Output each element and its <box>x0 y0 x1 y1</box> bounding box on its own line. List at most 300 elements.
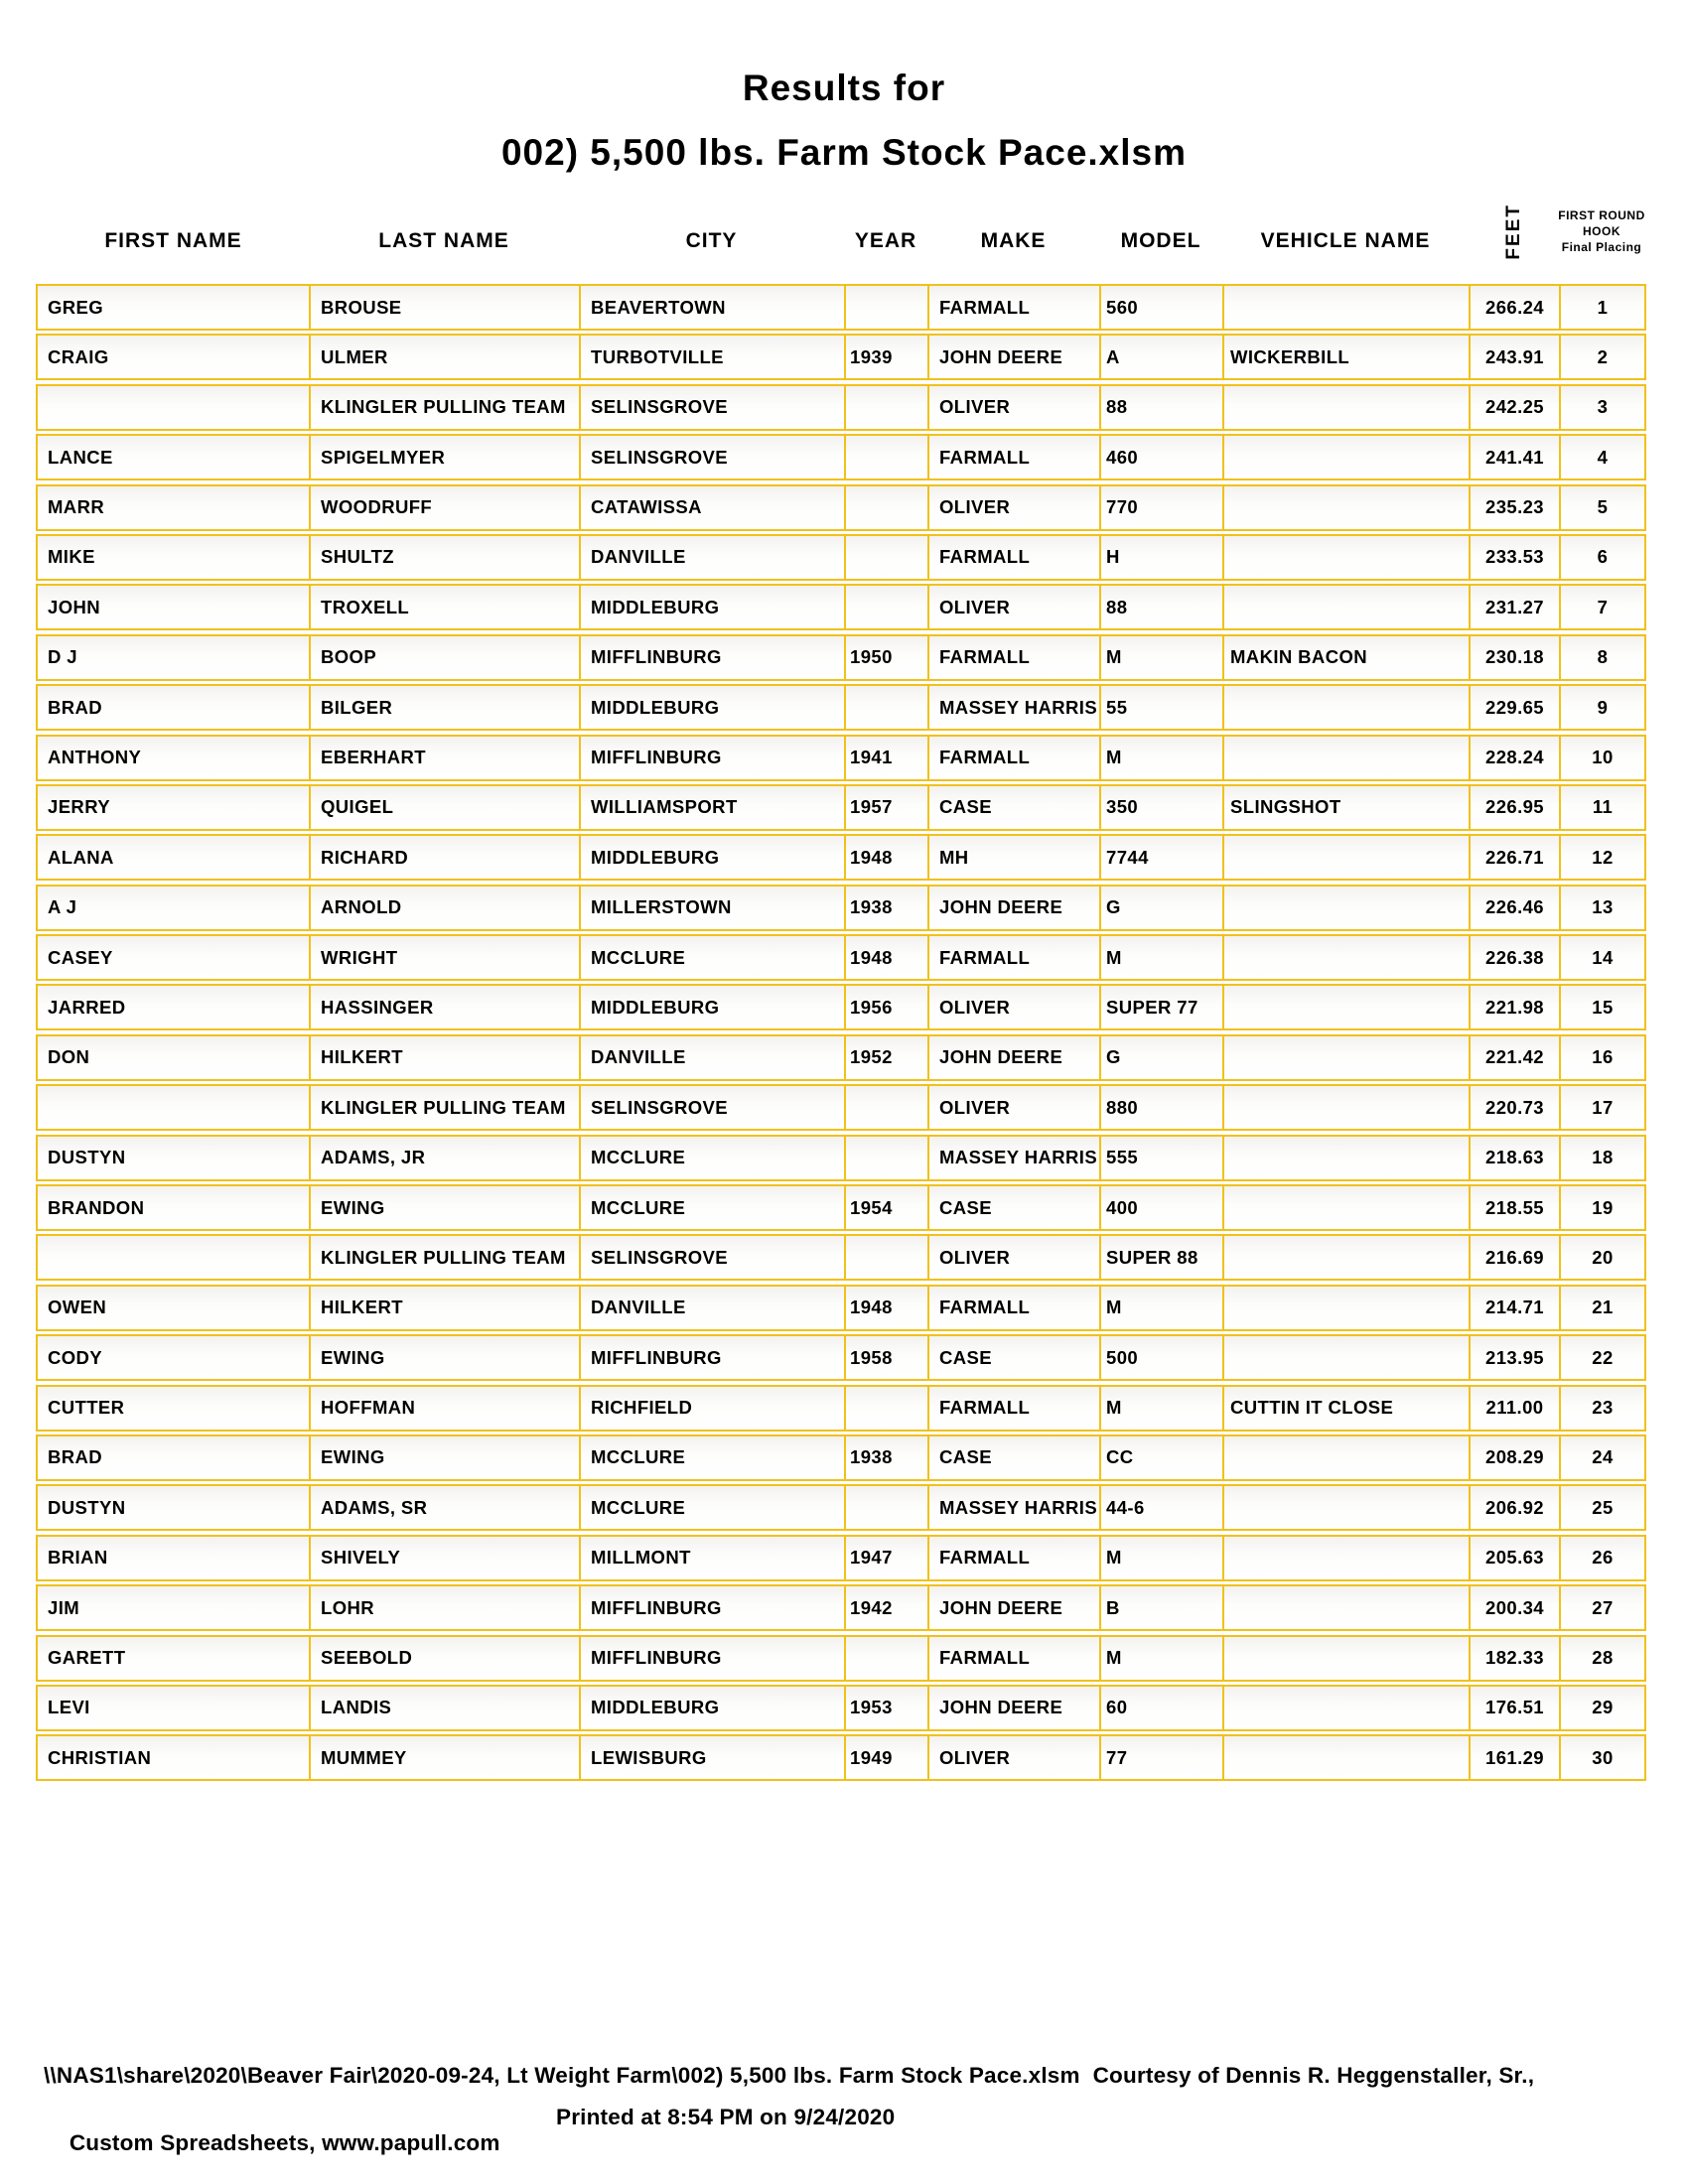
table-row <box>36 1184 1646 1231</box>
cell-make: CASE <box>927 1186 1099 1229</box>
cell-feet: 243.91 <box>1469 336 1559 378</box>
cell-city: WILLIAMSPORT <box>579 786 844 829</box>
cell-city: SELINSGROVE <box>579 1086 844 1129</box>
cell-model: SUPER 77 <box>1099 986 1222 1028</box>
cell-feet: 242.25 <box>1469 386 1559 429</box>
cell-city: MIFFLINBURG <box>579 1637 844 1680</box>
cell-vehicle-name <box>1222 1436 1469 1479</box>
cell-model: M <box>1099 1387 1222 1430</box>
cell-first-name: A J <box>48 896 77 918</box>
cell-year <box>844 286 927 329</box>
cell-last-name: TROXELL <box>309 586 579 628</box>
table-row <box>36 984 1646 1030</box>
cell-final-placing: 15 <box>1559 986 1644 1028</box>
cell-year: 1957 <box>844 786 927 829</box>
table-row <box>36 1734 1646 1781</box>
cell-year <box>844 1236 927 1279</box>
cell-make: MASSEY HARRIS <box>927 686 1099 729</box>
cell-last-name: HILKERT <box>309 1036 579 1079</box>
cell-year: 1941 <box>844 737 927 779</box>
hook-label-line2: HOOK <box>1583 224 1620 238</box>
table-row <box>36 1535 1646 1581</box>
cell-model: 880 <box>1099 1086 1222 1129</box>
cell-vehicle-name <box>1222 737 1469 779</box>
cell-feet: 200.34 <box>1469 1586 1559 1629</box>
cell-vehicle-name <box>1222 986 1469 1028</box>
cell-city: MIDDLEBURG <box>579 1687 844 1729</box>
cell-feet: 241.41 <box>1469 436 1559 478</box>
column-header-city: CITY <box>685 229 738 252</box>
cell-final-placing: 26 <box>1559 1537 1644 1579</box>
cell-model: M <box>1099 636 1222 679</box>
cell-vehicle-name <box>1222 1236 1469 1279</box>
cell-city: RICHFIELD <box>579 1387 844 1430</box>
cell-last-name: BILGER <box>309 686 579 729</box>
column-header-feet <box>1469 194 1559 275</box>
cell-final-placing: 8 <box>1559 636 1644 679</box>
table-row <box>36 1334 1646 1381</box>
cell-make: FARMALL <box>927 1637 1099 1680</box>
cell-make: FARMALL <box>927 1287 1099 1329</box>
cell-final-placing: 14 <box>1559 936 1644 979</box>
cell-city: DANVILLE <box>579 536 844 579</box>
cell-vehicle-name <box>1222 936 1469 979</box>
cell-first-name: D J <box>48 646 77 668</box>
cell-last-name: MUMMEY <box>309 1736 579 1779</box>
cell-vehicle-name <box>1222 1336 1469 1379</box>
cell-final-placing: 21 <box>1559 1287 1644 1329</box>
cell-feet: 182.33 <box>1469 1637 1559 1680</box>
cell-first-name: GREG <box>48 296 104 318</box>
cell-make: OLIVER <box>927 386 1099 429</box>
table-row <box>36 1484 1646 1531</box>
cell-model: 555 <box>1099 1137 1222 1179</box>
cell-vehicle-name <box>1222 286 1469 329</box>
cell-first-name: ALANA <box>48 846 114 868</box>
cell-model: CC <box>1099 1436 1222 1479</box>
cell-make: OLIVER <box>927 586 1099 628</box>
feet-rotated-label: FEET <box>1502 203 1524 260</box>
cell-vehicle-name <box>1222 1287 1469 1329</box>
cell-make: FARMALL <box>927 1387 1099 1430</box>
cell-model: B <box>1099 1586 1222 1629</box>
cell-feet: 218.63 <box>1469 1137 1559 1179</box>
cell-feet: 221.98 <box>1469 986 1559 1028</box>
cell-city: MCCLURE <box>579 1137 844 1179</box>
cell-vehicle-name <box>1222 1637 1469 1680</box>
cell-model: M <box>1099 1287 1222 1329</box>
table-row <box>36 1084 1646 1131</box>
cell-make: MASSEY HARRIS <box>927 1486 1099 1529</box>
table-row <box>36 434 1646 480</box>
cell-final-placing: 13 <box>1559 887 1644 929</box>
table-row <box>36 284 1646 331</box>
cell-make: MASSEY HARRIS <box>927 1137 1099 1179</box>
hook-label-line1: FIRST ROUND <box>1558 208 1645 222</box>
cell-city: MCCLURE <box>579 1486 844 1529</box>
cell-final-placing: 6 <box>1559 536 1644 579</box>
cell-vehicle-name <box>1222 686 1469 729</box>
cell-feet: 221.42 <box>1469 1036 1559 1079</box>
cell-make: FARMALL <box>927 286 1099 329</box>
cell-first-name: OWEN <box>48 1297 107 1318</box>
cell-last-name: QUIGEL <box>309 786 579 829</box>
cell-city: MIDDLEBURG <box>579 686 844 729</box>
cell-vehicle-name: SLINGSHOT <box>1222 786 1469 829</box>
cell-final-placing: 29 <box>1559 1687 1644 1729</box>
cell-year <box>844 486 927 529</box>
cell-year: 1947 <box>844 1537 927 1579</box>
cell-first-name: MIKE <box>48 546 95 568</box>
cell-vehicle-name <box>1222 887 1469 929</box>
cell-last-name: WOODRUFF <box>309 486 579 529</box>
cell-year: 1938 <box>844 887 927 929</box>
cell-first-name <box>38 1236 309 1279</box>
cell-vehicle-name <box>1222 436 1469 478</box>
cell-city: CATAWISSA <box>579 486 844 529</box>
cell-city: BEAVERTOWN <box>579 286 844 329</box>
cell-final-placing: 28 <box>1559 1637 1644 1680</box>
cell-city: MILLERSTOWN <box>579 887 844 929</box>
cell-vehicle-name <box>1222 1687 1469 1729</box>
cell-feet: 226.95 <box>1469 786 1559 829</box>
cell-model: G <box>1099 887 1222 929</box>
cell-first-name <box>38 386 309 429</box>
cell-year <box>844 1086 927 1129</box>
cell-city: MIDDLEBURG <box>579 586 844 628</box>
cell-vehicle-name <box>1222 536 1469 579</box>
column-header-model: MODEL <box>1120 229 1201 252</box>
table-row <box>36 584 1646 630</box>
cell-first-name: BRAD <box>48 1446 103 1468</box>
hook-label-line3: Final Placing <box>1561 240 1642 254</box>
cell-first-name: LANCE <box>48 446 113 468</box>
cell-last-name: EWING <box>309 1186 579 1229</box>
cell-model: 77 <box>1099 1736 1222 1779</box>
cell-make: OLIVER <box>927 986 1099 1028</box>
cell-make: FARMALL <box>927 1537 1099 1579</box>
cell-vehicle-name <box>1222 1086 1469 1129</box>
cell-city: MILLMONT <box>579 1537 844 1579</box>
cell-city: TURBOTVILLE <box>579 336 844 378</box>
cell-year <box>844 586 927 628</box>
table-row <box>36 735 1646 781</box>
table-header-row <box>38 194 1644 275</box>
cell-feet: 266.24 <box>1469 286 1559 329</box>
cell-vehicle-name <box>1222 1586 1469 1629</box>
cell-vehicle-name: WICKERBILL <box>1222 336 1469 378</box>
cell-feet: 214.71 <box>1469 1287 1559 1329</box>
cell-vehicle-name <box>1222 1486 1469 1529</box>
column-header-vehicle-name: VEHICLE NAME <box>1260 229 1431 252</box>
cell-final-placing: 4 <box>1559 436 1644 478</box>
cell-last-name: WRIGHT <box>309 936 579 979</box>
cell-feet: 205.63 <box>1469 1537 1559 1579</box>
cell-first-name: MARR <box>48 496 105 518</box>
cell-vehicle-name <box>1222 836 1469 879</box>
cell-model: 460 <box>1099 436 1222 478</box>
cell-final-placing: 9 <box>1559 686 1644 729</box>
cell-last-name: EWING <box>309 1436 579 1479</box>
cell-first-name: BRAD <box>48 696 103 718</box>
cell-last-name: HOFFMAN <box>309 1387 579 1430</box>
cell-city: MCCLURE <box>579 1186 844 1229</box>
cell-feet: 229.65 <box>1469 686 1559 729</box>
cell-final-placing: 10 <box>1559 737 1644 779</box>
cell-first-name: JERRY <box>48 796 111 818</box>
table-body <box>36 284 1646 1785</box>
cell-city: SELINSGROVE <box>579 386 844 429</box>
cell-feet: 226.46 <box>1469 887 1559 929</box>
cell-final-placing: 30 <box>1559 1736 1644 1779</box>
cell-feet: 231.27 <box>1469 586 1559 628</box>
footer-credits <box>44 2105 896 2184</box>
cell-last-name: HILKERT <box>309 1287 579 1329</box>
cell-last-name: KLINGLER PULLING TEAM <box>309 386 579 429</box>
cell-first-name: JIM <box>48 1596 80 1618</box>
cell-first-name: BRIAN <box>48 1547 108 1569</box>
column-header-first-round-hook <box>1559 194 1644 275</box>
cell-model: 88 <box>1099 386 1222 429</box>
table-row <box>36 484 1646 531</box>
cell-first-name: JARRED <box>48 996 126 1018</box>
cell-final-placing: 12 <box>1559 836 1644 879</box>
column-header-last-name: LAST NAME <box>378 229 509 252</box>
cell-year <box>844 1637 927 1680</box>
cell-final-placing: 23 <box>1559 1387 1644 1430</box>
cell-feet: 226.71 <box>1469 836 1559 879</box>
cell-year <box>844 436 927 478</box>
cell-make: OLIVER <box>927 1236 1099 1279</box>
cell-year: 1949 <box>844 1736 927 1779</box>
cell-feet: 220.73 <box>1469 1086 1559 1129</box>
cell-model: 400 <box>1099 1186 1222 1229</box>
cell-make: JOHN DEERE <box>927 1036 1099 1079</box>
table-row <box>36 834 1646 881</box>
cell-feet: 218.55 <box>1469 1186 1559 1229</box>
cell-last-name: LOHR <box>309 1586 579 1629</box>
cell-year <box>844 536 927 579</box>
cell-make: OLIVER <box>927 1736 1099 1779</box>
cell-make: FARMALL <box>927 636 1099 679</box>
cell-feet: 235.23 <box>1469 486 1559 529</box>
cell-model: G <box>1099 1036 1222 1079</box>
cell-vehicle-name: CUTTIN IT CLOSE <box>1222 1387 1469 1430</box>
cell-first-name: CUTTER <box>48 1397 125 1419</box>
cell-first-name: CASEY <box>48 946 113 968</box>
table-row <box>36 384 1646 431</box>
cell-final-placing: 17 <box>1559 1086 1644 1129</box>
cell-last-name: SHIVELY <box>309 1537 579 1579</box>
cell-model: 7744 <box>1099 836 1222 879</box>
cell-feet: 216.69 <box>1469 1236 1559 1279</box>
cell-make: CASE <box>927 1436 1099 1479</box>
cell-year: 1952 <box>844 1036 927 1079</box>
cell-model: M <box>1099 936 1222 979</box>
cell-year <box>844 1137 927 1179</box>
table-row <box>36 634 1646 681</box>
cell-first-name: CHRISTIAN <box>48 1746 152 1768</box>
cell-final-placing: 7 <box>1559 586 1644 628</box>
cell-city: MIFFLINBURG <box>579 737 844 779</box>
cell-feet: 208.29 <box>1469 1436 1559 1479</box>
cell-last-name: ULMER <box>309 336 579 378</box>
page-subtitle-filename: 002) 5,500 lbs. Farm Stock Pace.xlsm <box>500 132 1188 173</box>
table-row <box>36 1285 1646 1331</box>
cell-make: JOHN DEERE <box>927 887 1099 929</box>
table-row <box>36 1685 1646 1731</box>
cell-make: MH <box>927 836 1099 879</box>
cell-city: MIFFLINBURG <box>579 1586 844 1629</box>
cell-last-name: ADAMS, SR <box>309 1486 579 1529</box>
cell-city: LEWISBURG <box>579 1736 844 1779</box>
cell-vehicle-name <box>1222 386 1469 429</box>
cell-vehicle-name <box>1222 586 1469 628</box>
cell-feet: 226.38 <box>1469 936 1559 979</box>
cell-last-name: KLINGLER PULLING TEAM <box>309 1086 579 1129</box>
table-row <box>36 1584 1646 1631</box>
table-row <box>36 784 1646 831</box>
cell-final-placing: 25 <box>1559 1486 1644 1529</box>
cell-final-placing: 2 <box>1559 336 1644 378</box>
cell-make: FARMALL <box>927 536 1099 579</box>
cell-year <box>844 686 927 729</box>
footer-credits-left: Custom Spreadsheets, www.papull.com <box>69 2130 500 2155</box>
cell-year <box>844 386 927 429</box>
cell-year: 1950 <box>844 636 927 679</box>
cell-model: 88 <box>1099 586 1222 628</box>
cell-city: DANVILLE <box>579 1287 844 1329</box>
cell-city: MIDDLEBURG <box>579 986 844 1028</box>
cell-make: JOHN DEERE <box>927 1687 1099 1729</box>
cell-feet: 161.29 <box>1469 1736 1559 1779</box>
column-header-first-name: FIRST NAME <box>104 229 242 252</box>
cell-final-placing: 1 <box>1559 286 1644 329</box>
table-row <box>36 684 1646 731</box>
footer-printed-timestamp: Printed at 8:54 PM on 9/24/2020 <box>556 2105 896 2129</box>
cell-last-name: ADAMS, JR <box>309 1137 579 1179</box>
cell-city: DANVILLE <box>579 1036 844 1079</box>
cell-first-name: JOHN <box>48 596 100 617</box>
cell-feet: 211.00 <box>1469 1387 1559 1430</box>
table-row <box>36 334 1646 380</box>
cell-year: 1938 <box>844 1436 927 1479</box>
cell-last-name: RICHARD <box>309 836 579 879</box>
cell-feet: 176.51 <box>1469 1687 1559 1729</box>
cell-first-name: GARETT <box>48 1647 126 1669</box>
cell-final-placing: 19 <box>1559 1186 1644 1229</box>
cell-year <box>844 1486 927 1529</box>
cell-last-name: BOOP <box>309 636 579 679</box>
cell-first-name: BRANDON <box>48 1196 145 1218</box>
cell-last-name: BROUSE <box>309 286 579 329</box>
cell-make: FARMALL <box>927 936 1099 979</box>
cell-year: 1953 <box>844 1687 927 1729</box>
cell-first-name: LEVI <box>48 1697 90 1718</box>
cell-vehicle-name <box>1222 1537 1469 1579</box>
column-header-year: YEAR <box>854 229 917 252</box>
cell-model: H <box>1099 536 1222 579</box>
cell-last-name: SEEBOLD <box>309 1637 579 1680</box>
cell-model: 55 <box>1099 686 1222 729</box>
cell-final-placing: 16 <box>1559 1036 1644 1079</box>
cell-first-name: ANTHONY <box>48 747 142 768</box>
table-row <box>36 1234 1646 1281</box>
cell-final-placing: 11 <box>1559 786 1644 829</box>
cell-vehicle-name <box>1222 1137 1469 1179</box>
cell-final-placing: 18 <box>1559 1137 1644 1179</box>
cell-city: SELINSGROVE <box>579 1236 844 1279</box>
cell-vehicle-name: MAKIN BACON <box>1222 636 1469 679</box>
cell-first-name <box>38 1086 309 1129</box>
cell-last-name: EBERHART <box>309 737 579 779</box>
cell-make: JOHN DEERE <box>927 1586 1099 1629</box>
cell-final-placing: 22 <box>1559 1336 1644 1379</box>
cell-model: 500 <box>1099 1336 1222 1379</box>
cell-feet: 230.18 <box>1469 636 1559 679</box>
cell-year: 1939 <box>844 336 927 378</box>
cell-city: MIDDLEBURG <box>579 836 844 879</box>
table-row <box>36 1635 1646 1682</box>
cell-last-name: SPIGELMYER <box>309 436 579 478</box>
cell-model: M <box>1099 737 1222 779</box>
cell-make: OLIVER <box>927 486 1099 529</box>
cell-model: 350 <box>1099 786 1222 829</box>
cell-first-name: CRAIG <box>48 345 109 367</box>
cell-feet: 213.95 <box>1469 1336 1559 1379</box>
cell-final-placing: 3 <box>1559 386 1644 429</box>
cell-model: 770 <box>1099 486 1222 529</box>
table-row <box>36 534 1646 581</box>
cell-first-name: DUSTYN <box>48 1496 126 1518</box>
cell-model: SUPER 88 <box>1099 1236 1222 1279</box>
cell-year: 1954 <box>844 1186 927 1229</box>
cell-year: 1956 <box>844 986 927 1028</box>
cell-model: 44-6 <box>1099 1486 1222 1529</box>
cell-first-name: DON <box>48 1046 90 1068</box>
table-row <box>36 1135 1646 1181</box>
table-row <box>36 1434 1646 1481</box>
cell-first-name: CODY <box>48 1346 103 1368</box>
cell-vehicle-name <box>1222 1736 1469 1779</box>
cell-last-name: KLINGLER PULLING TEAM <box>309 1236 579 1279</box>
cell-final-placing: 24 <box>1559 1436 1644 1479</box>
cell-model: 60 <box>1099 1687 1222 1729</box>
footer-filepath: \\NAS1\share\2020\Beaver Fair\2020-09-24, Lt Weight Farm\002) 5,500 lbs. Farm Stock Pace.xlsm Courtesy of Dennis R. Heggenstaller, Sr., <box>44 2063 1535 2088</box>
table-row <box>36 1385 1646 1432</box>
cell-last-name: HASSINGER <box>309 986 579 1028</box>
cell-city: MIFFLINBURG <box>579 636 844 679</box>
cell-vehicle-name <box>1222 486 1469 529</box>
column-header-make: MAKE <box>980 229 1047 252</box>
cell-make: OLIVER <box>927 1086 1099 1129</box>
cell-year: 1948 <box>844 936 927 979</box>
cell-make: CASE <box>927 786 1099 829</box>
cell-city: MCCLURE <box>579 936 844 979</box>
cell-model: M <box>1099 1537 1222 1579</box>
cell-last-name: EWING <box>309 1336 579 1379</box>
cell-last-name: SHULTZ <box>309 536 579 579</box>
table-row <box>36 934 1646 981</box>
cell-city: MCCLURE <box>579 1436 844 1479</box>
table-row <box>36 1034 1646 1081</box>
cell-make: JOHN DEERE <box>927 336 1099 378</box>
cell-make: CASE <box>927 1336 1099 1379</box>
cell-feet: 228.24 <box>1469 737 1559 779</box>
cell-city: SELINSGROVE <box>579 436 844 478</box>
cell-make: FARMALL <box>927 436 1099 478</box>
cell-year: 1958 <box>844 1336 927 1379</box>
